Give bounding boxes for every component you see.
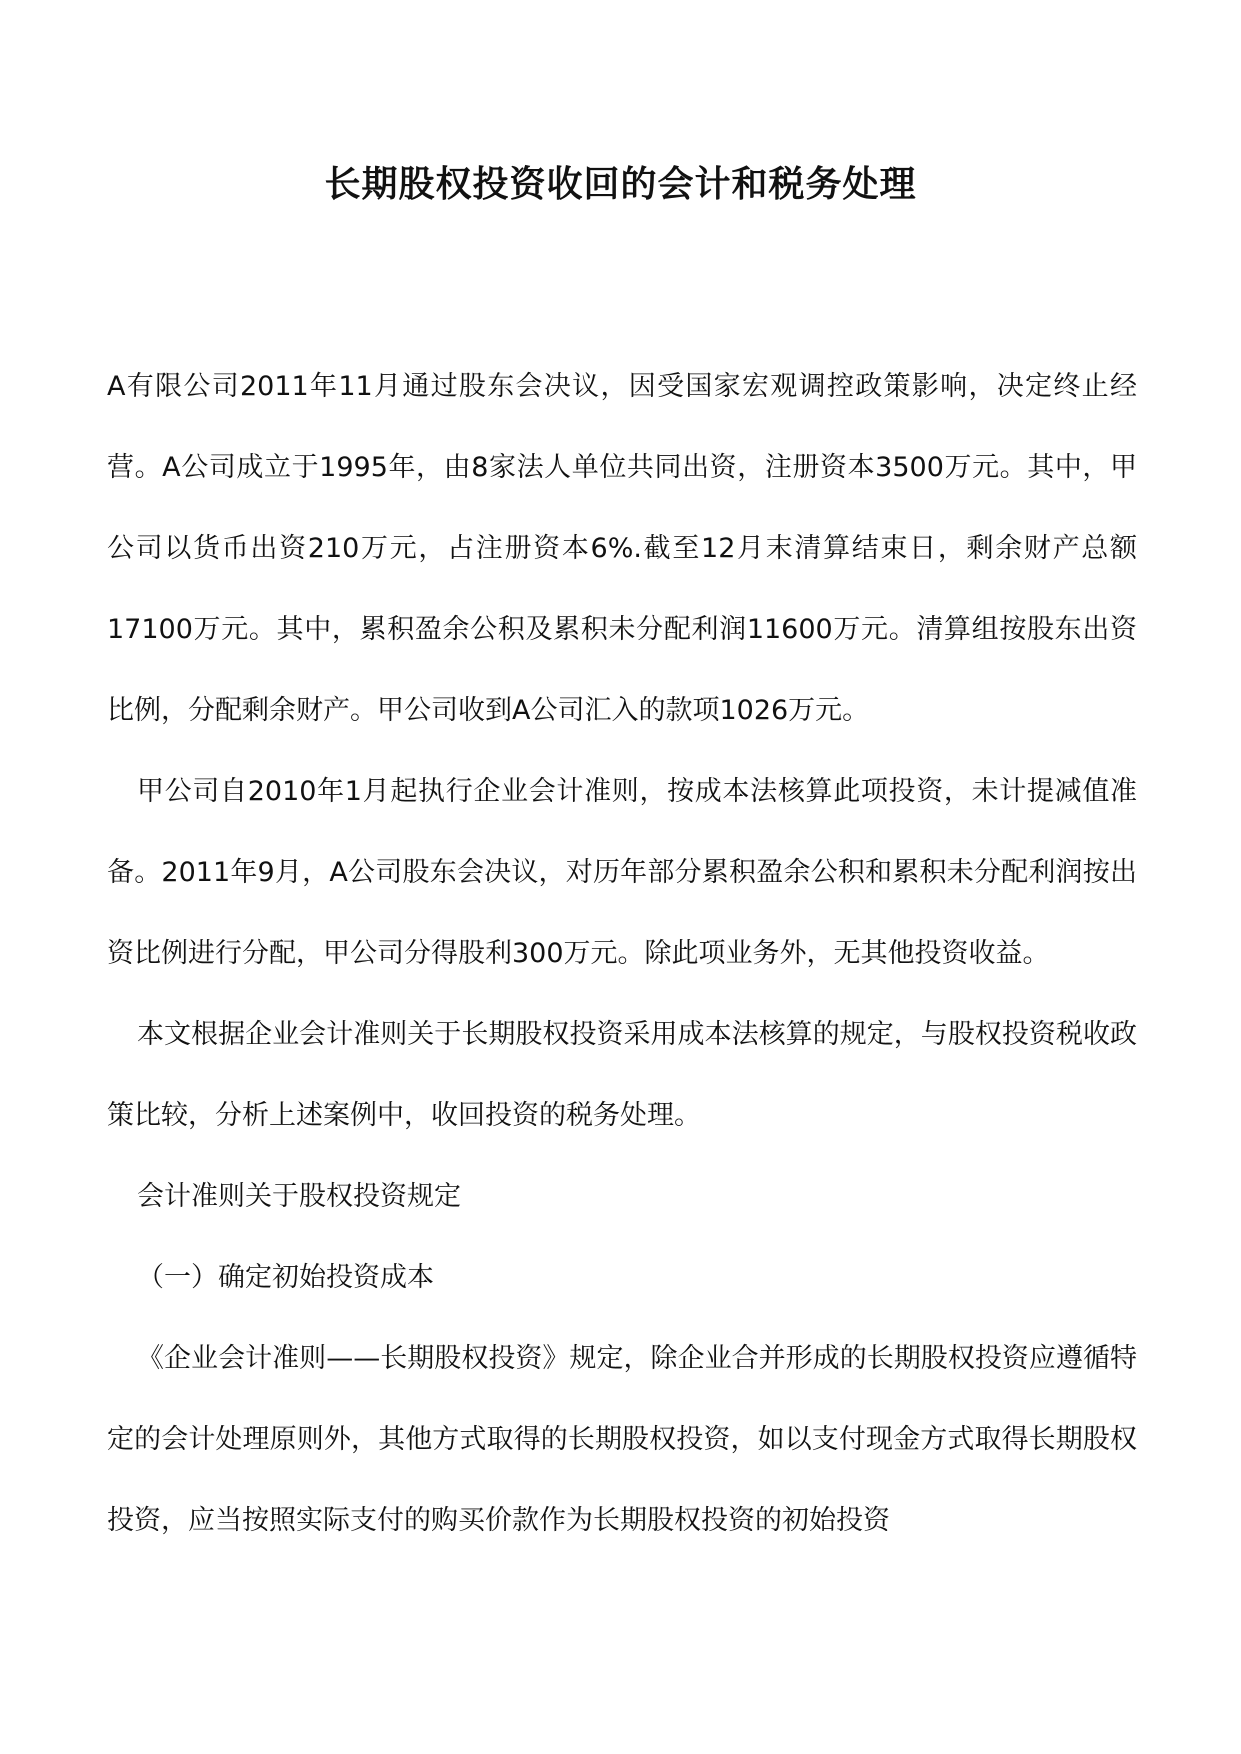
- document-body: [107, 346, 1137, 1561]
- document-title: 长期股权投资收回的会计和税务处理: [324, 163, 917, 205]
- paragraph-accounting-method: 甲公司自2010年1月起执行企业会计准则，按成本法核算此项投资，未计提减值准备。2011年9月，A公司股东会决议，对历年部分累积盈余公积和累积未分配利润按出资比例进行分配，甲公司分得股利300万元。除此项业务外，无其他投资收益。: [107, 776, 1137, 969]
- subsection-heading: （一）确定初始投资成本: [137, 1262, 434, 1293]
- paragraph-purpose: 本文根据企业会计准则关于长期股权投资采用成本法核算的规定，与股权投资税收政策比较，分析上述案例中，收回投资的税务处理。: [107, 1019, 1137, 1131]
- paragraph-case-intro: A有限公司2011年11月通过股东会决议，因受国家宏观调控政策影响，决定终止经营。A公司成立于1995年，由8家法人单位共同出资，注册资本3500万元。其中，甲公司以货币出资210万元，占注册资本6%.截至12月末清算结束日，剩余财产总额17100万元。其中，累积盈余公积及累积未分配利润11600万元。清算组按股东出资比例，分配剩余财产。甲公司收到A公司汇入的款项1026万元。: [107, 371, 1137, 726]
- section-heading: 会计准则关于股权投资规定: [137, 1181, 461, 1212]
- paragraph-standard: 《企业会计准则——长期股权投资》规定，除企业合并形成的长期股权投资应遵循特定的会计处理原则外，其他方式取得的长期股权投资，如以支付现金方式取得长期股权投资，应当按照实际支付的购买价款作为长期股权投资的初始投资: [107, 1343, 1137, 1536]
